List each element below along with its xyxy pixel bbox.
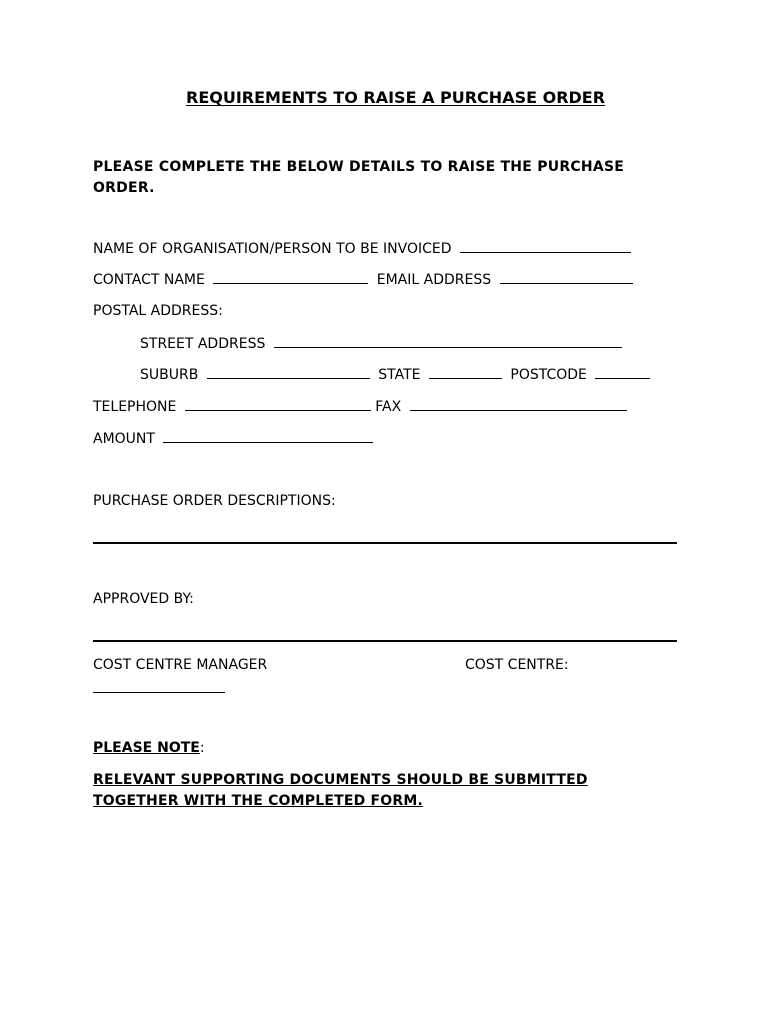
note-heading [93,740,205,756]
fax-label: FAX [375,399,402,415]
instructions-text: PLEASE COMPLETE THE BELOW DETAILS TO RAISE THE PURCHASE ORDER. [93,159,625,196]
state-label: STATE [378,367,421,383]
state-blank-field[interactable] [429,366,502,379]
street-address-label: STREET ADDRESS [140,336,266,352]
organisation-blank-field[interactable] [460,240,631,253]
amount-blank-field[interactable] [163,430,373,443]
contact-name-blank-field[interactable] [213,271,368,284]
contact-row [93,271,633,288]
organisation-row [93,240,631,257]
telephone-row [93,398,627,415]
cost-centre-label: COST CENTRE: [465,657,569,673]
suburb-label: SUBURB [140,367,199,383]
amount-row [93,430,373,447]
page-title: REQUIREMENTS TO RAISE A PURCHASE ORDER [186,88,606,107]
descriptions-line-field[interactable] [93,542,677,544]
note-label: PLEASE NOTE [93,740,200,756]
street-row [140,335,622,352]
street-address-blank-field[interactable] [274,335,622,348]
cost-centre-manager-line-field[interactable] [93,692,225,693]
postcode-blank-field[interactable] [595,366,650,379]
suburb-blank-field[interactable] [207,366,370,379]
telephone-blank-field[interactable] [185,398,371,411]
note-body: RELEVANT SUPPORTING DOCUMENTS SHOULD BE SUBMITTED TOGETHER WITH THE COMPLETED FORM. [93,772,588,809]
suburb-row [140,366,650,383]
note-colon: : [199,740,205,756]
descriptions-label: PURCHASE ORDER DESCRIPTIONS: [93,493,336,509]
email-blank-field[interactable] [500,271,633,284]
postcode-label: POSTCODE [510,367,587,383]
email-label: EMAIL ADDRESS [376,272,492,288]
organisation-label: NAME OF ORGANISATION/PERSON TO BE INVOICED [93,241,452,257]
amount-label: AMOUNT [93,431,155,447]
telephone-label: TELEPHONE [93,399,177,415]
approved-by-label: APPROVED BY: [93,591,194,607]
fax-blank-field[interactable] [410,398,627,411]
postal-address-label: POSTAL ADDRESS: [93,303,223,319]
contact-name-label: CONTACT NAME [93,272,205,288]
cost-centre-manager-label: COST CENTRE MANAGER [93,657,268,673]
approved-by-line-field[interactable] [93,640,677,642]
